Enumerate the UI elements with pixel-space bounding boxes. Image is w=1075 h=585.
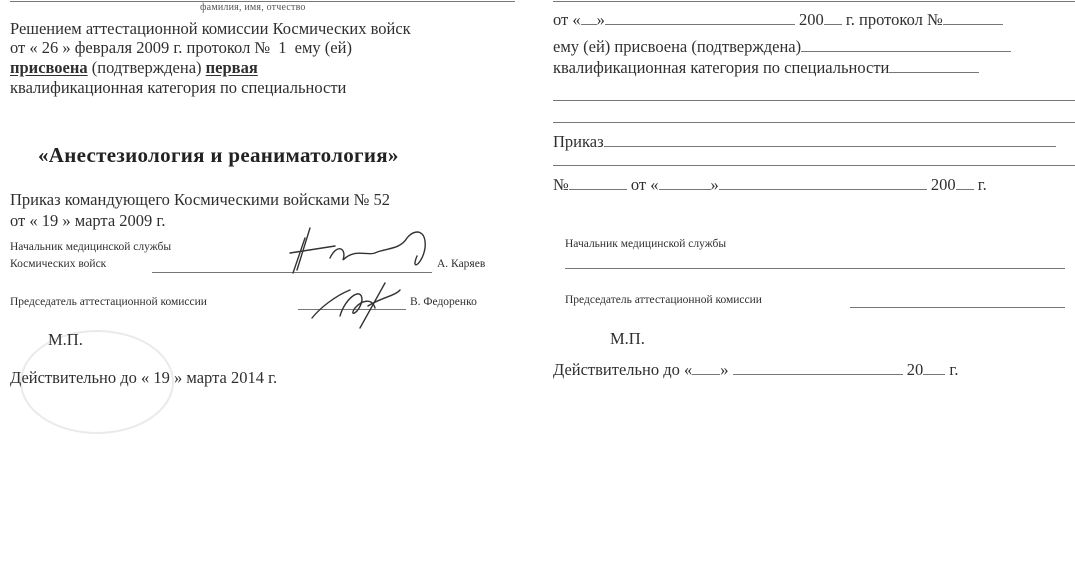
order-line-1: Приказ командующего Космическими войсками № 52 [10,190,391,209]
assigned-line [10,58,258,77]
category-text: квалификационная категория по специальности [553,58,890,77]
from-label-2: от « [630,175,659,194]
assigned-line [553,37,1011,56]
assigned-blank [801,51,1011,52]
year-g: г. [845,10,855,29]
number-label: № [553,175,569,194]
confirmed-word: (подтверждена) [91,58,202,77]
order-line-2: от « 19 » марта 2009 г. [10,211,166,230]
name-caption: фамилия, имя, отчество [200,2,306,13]
order-label: Приказ [553,132,604,151]
protocol-tail: ему (ей) [294,38,352,57]
valid-year: 20 [906,360,924,379]
chair-signature-line [850,307,1065,308]
year-blank-2 [956,189,974,190]
year-200: 200 [799,10,824,29]
protocol-date: от « 26 » февраля 2009 г. протокол № [10,38,271,57]
decision-line: Решением аттестационной комиссии Космических войск [10,19,411,38]
number-blank [569,189,627,190]
blank-line-3 [553,165,1075,166]
valid-quote-close: » [720,360,729,379]
valid-until-line [553,360,958,379]
valid-label: Действительно до « [553,360,693,379]
quote-close: » [596,10,605,29]
date-protocol-line [553,10,1003,29]
chief-label-2: Космических войск [10,258,107,270]
blank-line-2 [553,122,1075,123]
valid-month-blank [733,374,903,375]
day-blank-2 [659,189,711,190]
year-blank [824,24,842,25]
top-line [553,1,1075,2]
month-blank-2 [719,189,927,190]
valid-day-blank [692,374,720,375]
specialty-title: «Анестезиология и реаниматология» [38,143,399,167]
protocol-blank [943,24,1003,25]
chief-label: Начальник медицинской службы [565,238,727,250]
quote-close-2: » [710,175,719,194]
category-blank [889,72,979,73]
number-date-line [553,175,987,194]
valid-year-blank [923,374,945,375]
day-blank [581,24,597,25]
chief-signature-line [565,268,1065,269]
category-line: квалификационная категория по специальности [10,78,347,97]
chief-name: А. Каряев [437,258,486,270]
assigned-word: присвоена [10,58,88,77]
stamp-place: М.П. [610,329,645,348]
protocol-label: протокол № [859,10,943,29]
order-blank [604,146,1056,147]
chair-label: Председатель аттестационной комиссии [565,294,762,306]
chair-name: В. Федоренко [410,296,477,308]
assigned-text: ему (ей) присвоена (подтверждена) [553,37,802,56]
valid-g: г. [949,360,959,379]
month-blank [605,24,795,25]
protocol-number: 1 [278,38,287,57]
chair-signature [300,278,410,333]
year-200-2: 200 [930,175,956,194]
blank-line-1 [553,100,1075,101]
valid-until: Действительно до « 19 » марта 2014 г. [10,368,278,387]
category-line [553,58,979,77]
order-line [553,132,1056,151]
chief-signature [275,218,450,278]
category-value: первая [205,58,258,77]
chief-label-1: Начальник медицинской службы [10,241,172,253]
protocol-line [10,38,352,57]
year-g-2: г. [977,175,987,194]
stamp-place: М.П. [48,330,83,349]
chair-label: Председатель аттестационной комиссии [10,296,207,308]
from-label: от « [553,10,581,29]
